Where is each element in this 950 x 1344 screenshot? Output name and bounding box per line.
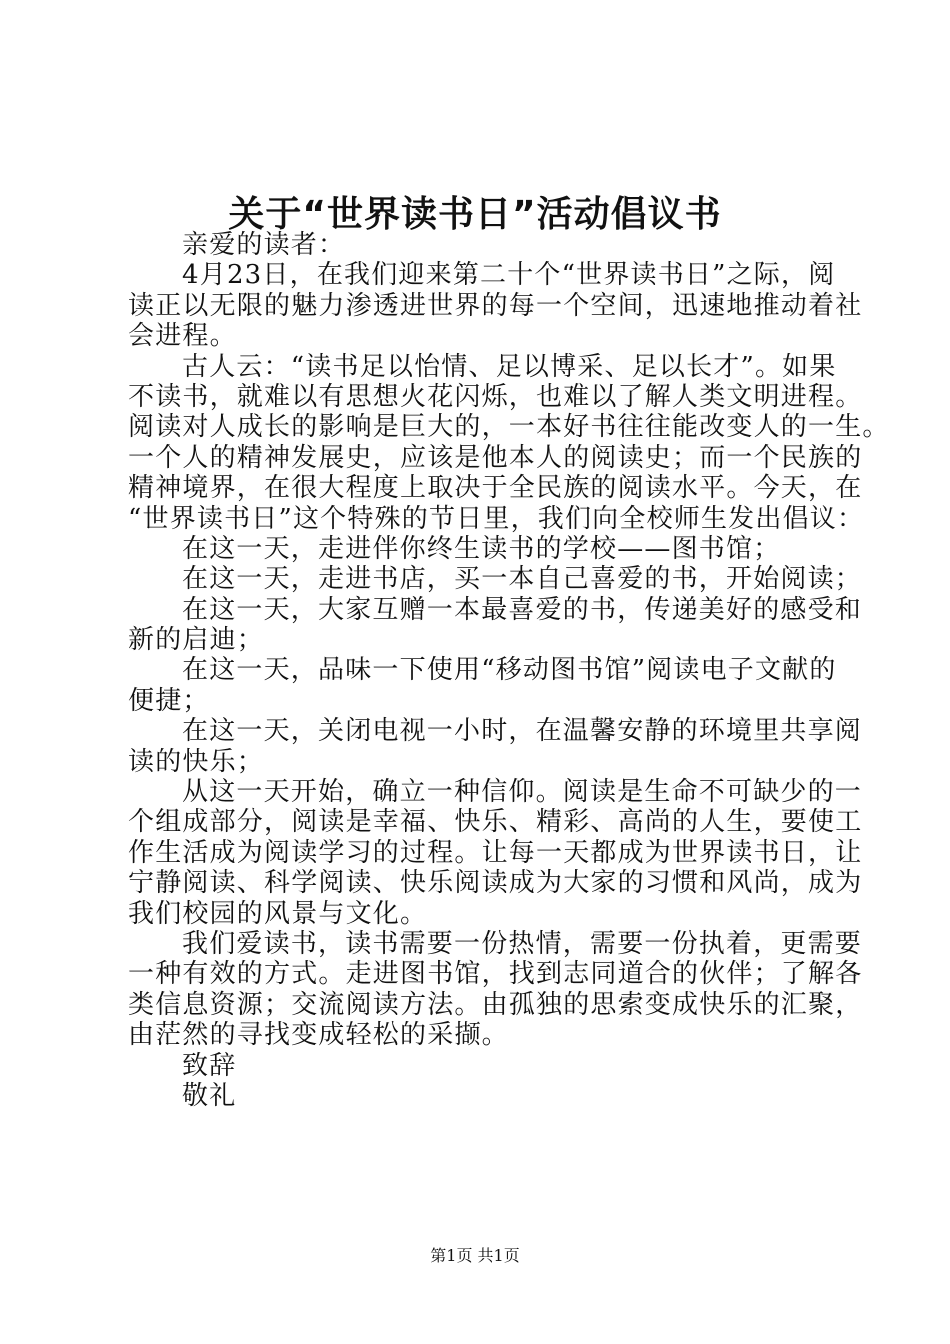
page-footer: 第1页 共1页	[430, 1246, 520, 1265]
text-line: 我们校园的风景与文化。	[128, 898, 428, 929]
text-line: 新的启迪；	[128, 625, 265, 656]
text-line: 一个人的精神发展史，应该是他本人的阅读史；而一个民族的	[128, 442, 863, 473]
text-line: 类信息资源；交流阅读方法。由孤独的思索变成快乐的汇聚，	[128, 989, 863, 1020]
text-line: 致辞	[182, 1050, 237, 1081]
text-line: 阅读对人成长的影响是巨大的，一本好书往往能改变人的一生。	[128, 412, 890, 443]
text-line: 在这一天，关闭电视一小时，在温馨安静的环境里共享阅	[182, 716, 863, 747]
text-line: 宁静阅读、科学阅读、快乐阅读成为大家的习惯和风尚，成为	[128, 868, 863, 899]
text-line: 作生活成为阅读学习的过程。让每一天都成为世界读书日，让	[128, 837, 863, 868]
text-line: 古人云：“读书足以怡情、足以博采、足以长才”。如果	[182, 351, 837, 382]
document-body	[128, 230, 890, 1111]
text-line: 在这一天，大家互赠一本最喜爱的书，传递美好的感受和	[182, 594, 863, 625]
text-line: 在这一天，品味一下使用“移动图书馆”阅读电子文献的	[182, 655, 837, 686]
text-line: 便捷；	[128, 685, 210, 716]
text-line: 我们爱读书，读书需要一份热情，需要一份执着，更需要	[182, 928, 863, 959]
text-line: 敬礼	[182, 1080, 237, 1111]
text-line: 亲爱的读者：	[182, 230, 346, 260]
text-line: 会进程。	[128, 321, 237, 352]
text-line: 精神境界，在很大程度上取决于全民族的阅读水平。今天，在	[128, 473, 863, 504]
text-line: 不读书，就难以有思想火花闪烁，也难以了解人类文明进程。	[128, 381, 863, 412]
text-line: 读的快乐；	[128, 746, 265, 777]
text-line: 个组成部分，阅读是幸福、快乐、精彩、高尚的人生，要使工	[128, 807, 863, 838]
text-line: 由茫然的寻找变成轻松的采撷。	[128, 1020, 509, 1051]
document-title: 关于“世界读书日”活动倡议书	[228, 194, 722, 235]
text-line: “世界读书日”这个特殊的节日里，我们向全校师生发出倡议：	[128, 503, 865, 534]
text-line: 在这一天，走进伴你终生读书的学校——图书馆；	[182, 533, 781, 564]
text-line: 4月23日，在我们迎来第二十个“世界读书日”之际，阅	[182, 260, 836, 291]
text-line: 在这一天，走进书店，买一本自己喜爱的书，开始阅读；	[182, 564, 863, 595]
text-line: 从这一天开始，确立一种信仰。阅读是生命不可缺少的一	[182, 777, 863, 808]
text-line: 一种有效的方式。走进图书馆，找到志同道合的伙伴；了解各	[128, 959, 863, 990]
text-line: 读正以无限的魅力渗透进世界的每一个空间，迅速地推动着社	[128, 290, 863, 321]
